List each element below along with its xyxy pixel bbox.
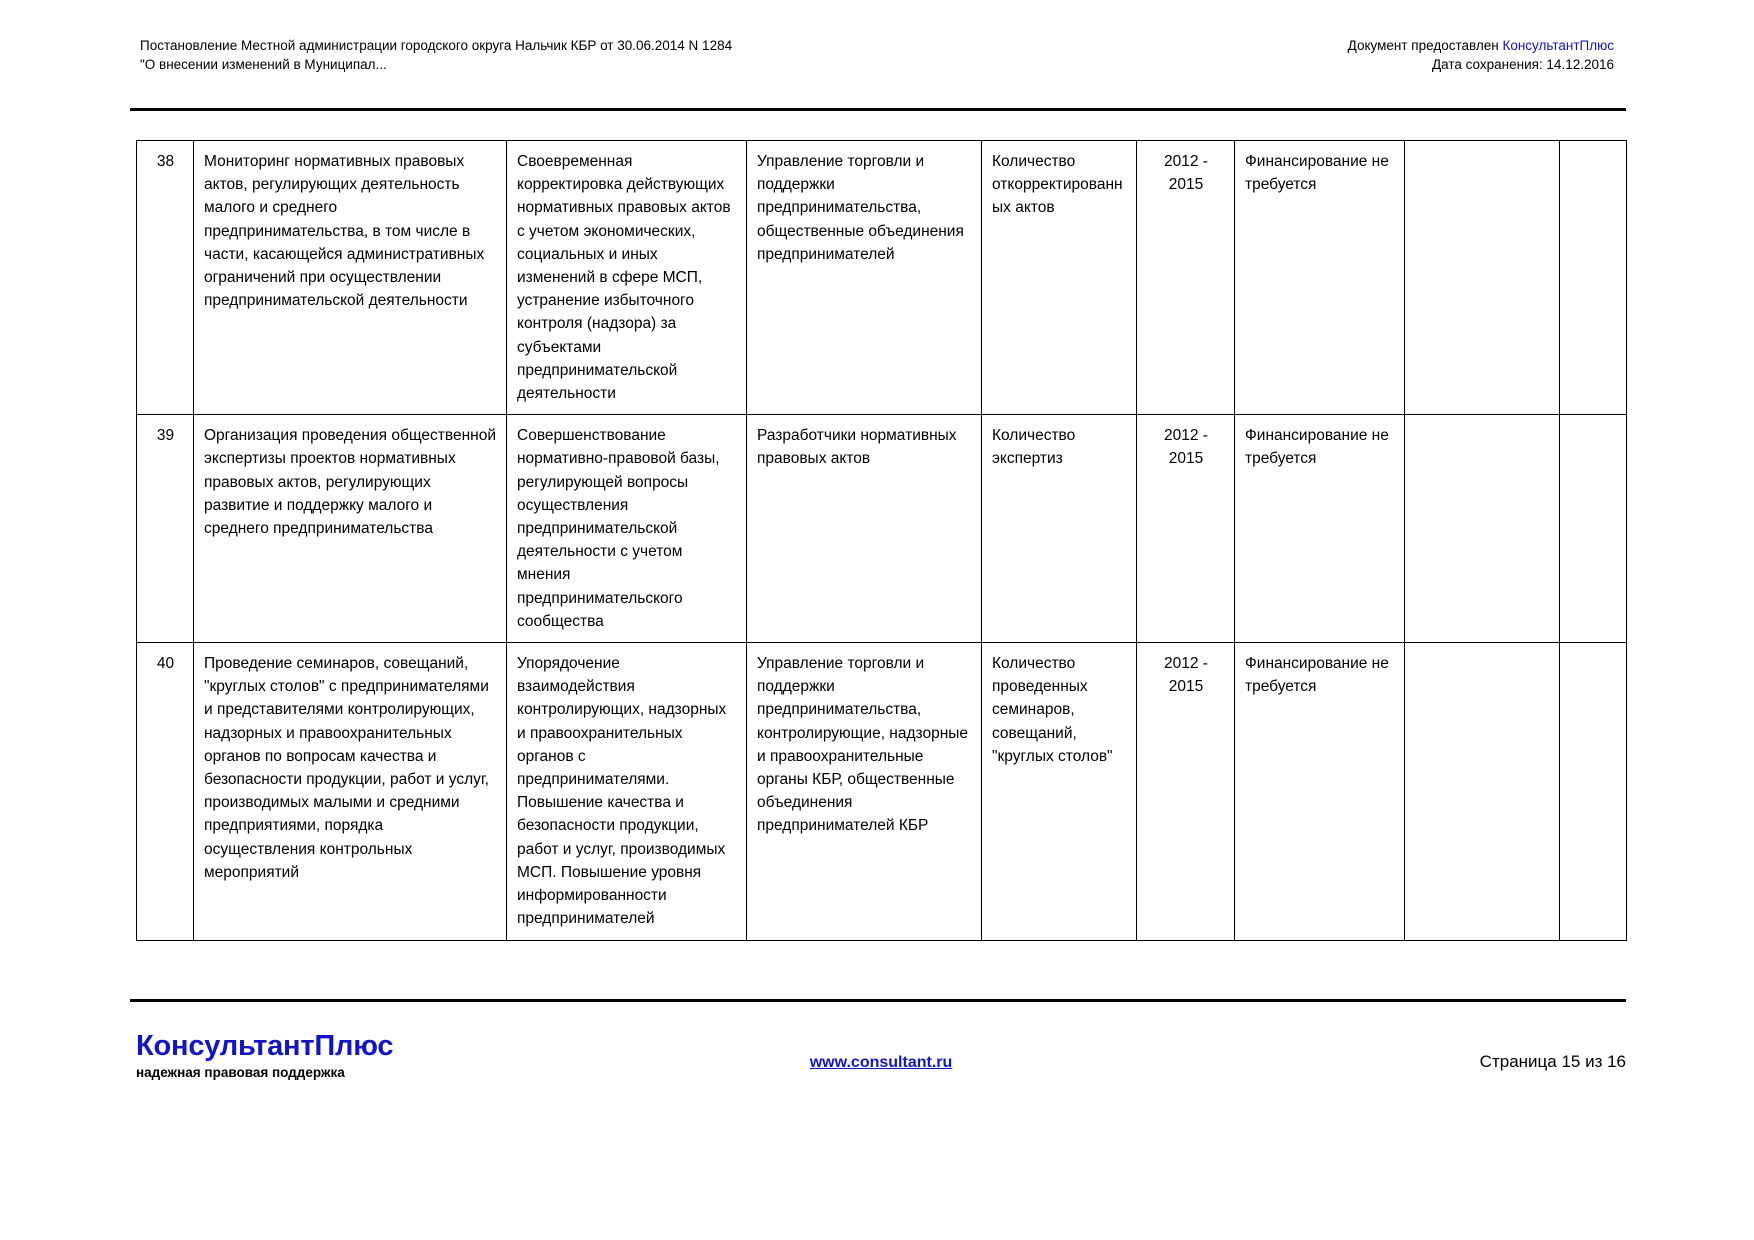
row-blank-cell-2 — [1560, 141, 1627, 415]
document-title-line-1: Постановление Местной администрации городского округа Нальчик КБР от 30.06.2014 N 1284 — [140, 38, 733, 53]
row-blank-cell-1 — [1405, 415, 1560, 643]
row-period-cell: 2012 - 2015 — [1137, 415, 1235, 643]
row-action-cell: Организация проведения общественной экспертизы проектов нормативных правовых актов, регулирующих развитие и поддержку малого и среднего предпринимательства — [194, 415, 507, 643]
document-title-line-2: "О внесении изменений в Муниципал... — [140, 57, 387, 72]
row-number-cell: 40 — [137, 643, 194, 940]
row-period-cell: 2012 - 2015 — [1137, 141, 1235, 415]
document-title-block — [140, 36, 732, 74]
measures-table — [136, 140, 1627, 941]
row-financing-cell: Финансирование не требуется — [1235, 643, 1405, 940]
row-period-cell: 2012 - 2015 — [1137, 643, 1235, 940]
row-financing-cell: Финансирование не требуется — [1235, 415, 1405, 643]
table-row — [137, 141, 1627, 415]
row-blank-cell-1 — [1405, 141, 1560, 415]
row-blank-cell-2 — [1560, 415, 1627, 643]
saved-date: Дата сохранения: 14.12.2016 — [1431, 57, 1614, 72]
measures-table-container — [136, 140, 1626, 941]
row-executor-cell: Управление торговли и поддержки предпринимательства, общественные объединения предпринимателей — [747, 141, 982, 415]
document-header — [140, 36, 1614, 82]
row-action-cell: Мониторинг нормативных правовых актов, регулирующих деятельность малого и среднего предпринимательства, в том числе в части, касающейся административных ограничений при осуществлении предпринимательской деятельности — [194, 141, 507, 415]
footer-divider — [130, 999, 1626, 1002]
row-executor-cell: Разработчики нормативных правовых актов — [747, 415, 982, 643]
row-result-cell: Своевременная корректировка действующих нормативных правовых актов с учетом экономических, социальных и иных изменений в сфере МСП, устранение избыточного контроля (надзора) за субъектами предпринимательской деятельности — [507, 141, 747, 415]
row-result-cell: Совершенствование нормативно-правовой базы, регулирующей вопросы осуществления предпринимательской деятельности с учетом мнения предпринимательского сообщества — [507, 415, 747, 643]
header-divider — [130, 108, 1626, 111]
provided-by-line — [1348, 36, 1614, 55]
row-indicator-cell: Количество откорректированных актов — [982, 141, 1137, 415]
row-financing-cell: Финансирование не требуется — [1235, 141, 1405, 415]
measures-table-body — [137, 141, 1627, 941]
footer-website-link[interactable]: www.consultant.ru — [809, 1054, 953, 1071]
table-row — [137, 643, 1627, 940]
provided-by-label: Документ предоставлен — [1347, 38, 1503, 53]
consultant-plus-link[interactable]: КонсультантПлюс — [1502, 38, 1614, 53]
row-result-cell: Упорядочение взаимодействия контролирующих, надзорных и правоохранительных органов с предпринимателями. Повышение качества и безопасности продукции, работ и услуг, производимых МСП. Повышение уровня информированности предпринимателей — [507, 643, 747, 940]
footer-brand-name: КонсультантПлюс — [136, 1030, 394, 1062]
table-row — [137, 415, 1627, 643]
footer-brand-tagline: надежная правовая поддержка — [136, 1065, 345, 1080]
row-blank-cell-2 — [1560, 643, 1627, 940]
row-executor-cell: Управление торговли и поддержки предпринимательства, контролирующие, надзорные и правоохранительные органы КБР, общественные объединения предпринимателей КБР — [747, 643, 982, 940]
footer-page-number: Страница 15 из 16 — [1479, 1052, 1626, 1071]
document-footer — [136, 1030, 1626, 1090]
row-number-cell: 39 — [137, 415, 194, 643]
row-indicator-cell: Количество проведенных семинаров, совещаний, "круглых столов" — [982, 643, 1137, 940]
footer-brand-block — [136, 1030, 393, 1082]
row-number-cell: 38 — [137, 141, 194, 415]
row-indicator-cell: Количество экспертиз — [982, 415, 1137, 643]
row-blank-cell-1 — [1405, 643, 1560, 940]
document-source-block — [1348, 36, 1614, 74]
row-action-cell: Проведение семинаров, совещаний, "круглых столов" с предпринимателями и представителями контролирующих, надзорных и правоохранительных органов по вопросам качества и безопасности продукции, работ и услуг, производимых малыми и средними предприятиями, порядка осуществления контрольных мероприятий — [194, 643, 507, 940]
